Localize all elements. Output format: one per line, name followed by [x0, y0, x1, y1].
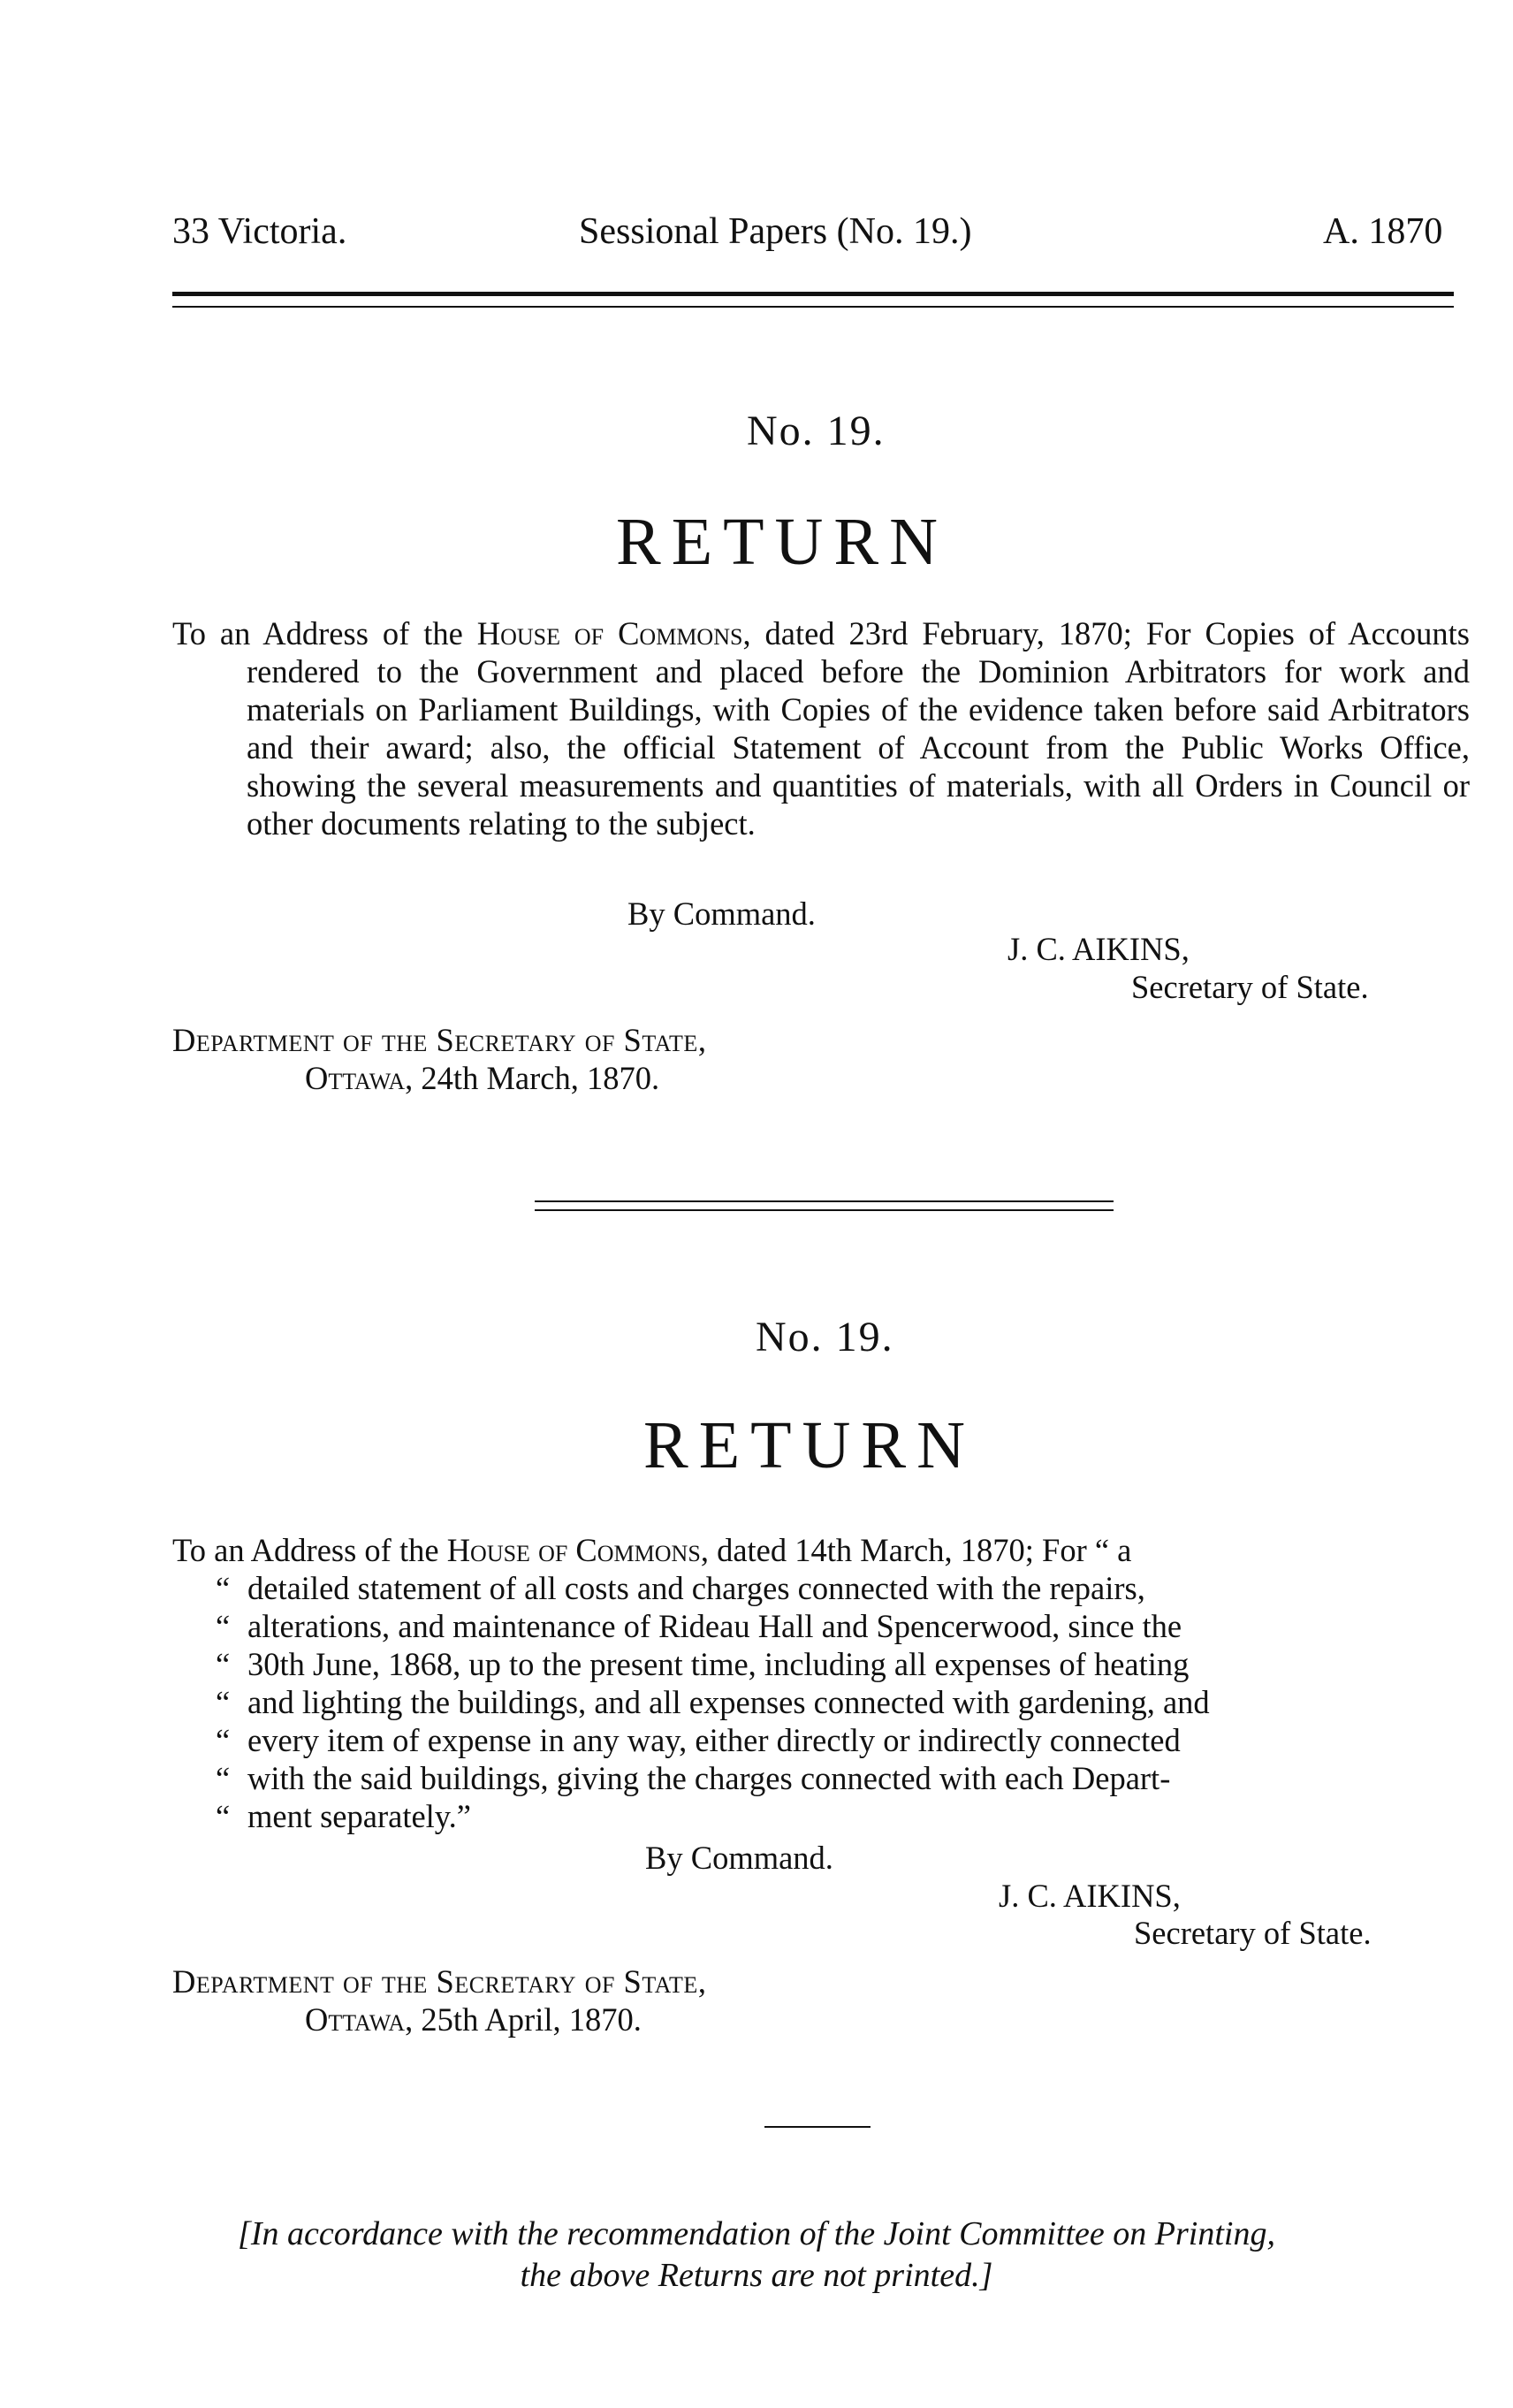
- return1-signer: J. C. AIKINS,: [1007, 931, 1190, 967]
- return2-quoted-text: and lighting the buildings, and all expenses connected with gardening, and: [247, 1684, 1210, 1720]
- return1-house: House of Commons: [476, 615, 743, 652]
- return2-text-rest: , dated 14th March, 1870; For “ a: [700, 1532, 1132, 1568]
- return2-title: RETURN: [643, 1408, 976, 1482]
- quote-mark: “: [216, 1608, 231, 1644]
- return2-number: No. 19.: [756, 1314, 894, 1360]
- printing-note-line1: [In accordance with the recommendation of the Joint Committee on Printing,: [238, 2215, 1275, 2252]
- header-center: Sessional Papers (No. 19.): [579, 211, 972, 252]
- return2-by-command: By Command.: [645, 1840, 833, 1876]
- return1-by-command: By Command.: [627, 895, 816, 932]
- return1-place-date: [305, 1059, 659, 1097]
- return1-body: [172, 614, 1470, 842]
- header-right: A. 1870: [1323, 211, 1443, 252]
- return2-body: [172, 1531, 1470, 1569]
- return1-place: Ottawa: [305, 1060, 406, 1096]
- return2-department: Department of the Secretary of State,: [172, 1963, 707, 2000]
- separator-rule-1: [535, 1200, 1114, 1202]
- return1-text-rest: , dated 23rd February, 1870; For Copies of Accounts rendered to the Government and placed before the Dominion Arbitrators for work and materials on Parliament Buildings, with Copies of the evidence taken before said Arbitrators and their award; also, the official Statement of Account from the Public Works Office, showing the several measurements and quantities of materials, with all Orders in Council or other documents relating to the subject.: [247, 615, 1470, 842]
- return2-signer: J. C. AIKINS,: [999, 1878, 1181, 1914]
- return2-quoted-line: [216, 1721, 1470, 1759]
- return2-quoted-line: [216, 1607, 1470, 1645]
- return2-quoted-line: [216, 1797, 1470, 1835]
- return1-department: Department of the Secretary of State,: [172, 1022, 707, 1058]
- return2-line-first: [172, 1531, 1470, 1569]
- return1-date: , 24th March, 1870.: [405, 1060, 660, 1096]
- return2-quoted-line: [216, 1645, 1470, 1683]
- return2-quoted-line: [216, 1759, 1470, 1797]
- return2-house: House of Commons: [446, 1532, 701, 1568]
- header-rule-thin: [172, 306, 1454, 308]
- quote-mark: “: [216, 1722, 231, 1758]
- separator-rule-2: [535, 1209, 1114, 1211]
- return2-quoted-line: [216, 1569, 1470, 1607]
- return2-quoted-text: with the said buildings, giving the charges connected with each Depart-: [247, 1760, 1171, 1796]
- return2-quoted-text: detailed statement of all costs and charges connected with the repairs,: [247, 1570, 1145, 1606]
- return2-place-date: [305, 2000, 642, 2038]
- return2-date: , 25th April, 1870.: [405, 2001, 642, 2038]
- return1-text-lead: To an Address of the: [172, 615, 477, 652]
- header-rule-thick: [172, 292, 1454, 296]
- quote-mark: “: [216, 1760, 231, 1796]
- return2-quoted-text: ment separately.”: [247, 1798, 472, 1834]
- return2-quoted-line: [216, 1683, 1470, 1721]
- return2-quoted-block: [216, 1569, 1470, 1835]
- header-left: 33 Victoria.: [172, 211, 347, 252]
- quote-mark: “: [216, 1798, 231, 1834]
- separator-rule-3: [764, 2126, 871, 2128]
- return2-place: Ottawa: [305, 2001, 406, 2038]
- quote-mark: “: [216, 1684, 231, 1720]
- return2-quoted-text: alterations, and maintenance of Rideau Hall and Spencerwood, since the: [247, 1608, 1182, 1644]
- printing-note-line2: the above Returns are not printed.]: [520, 2257, 993, 2294]
- return1-title: RETURN: [616, 505, 948, 579]
- return2-quoted-text: every item of expense in any way, either directly or indirectly connected: [247, 1722, 1181, 1758]
- return1-number: No. 19.: [747, 408, 886, 454]
- quote-mark: “: [216, 1646, 231, 1682]
- return2-text-lead: To an Address of the: [172, 1532, 447, 1568]
- return1-signer-title: Secretary of State.: [1131, 969, 1369, 1005]
- return2-quoted-text: 30th June, 1868, up to the present time, including all expenses of heating: [247, 1646, 1190, 1682]
- quote-mark: “: [216, 1570, 231, 1606]
- return2-signer-title: Secretary of State.: [1134, 1915, 1372, 1951]
